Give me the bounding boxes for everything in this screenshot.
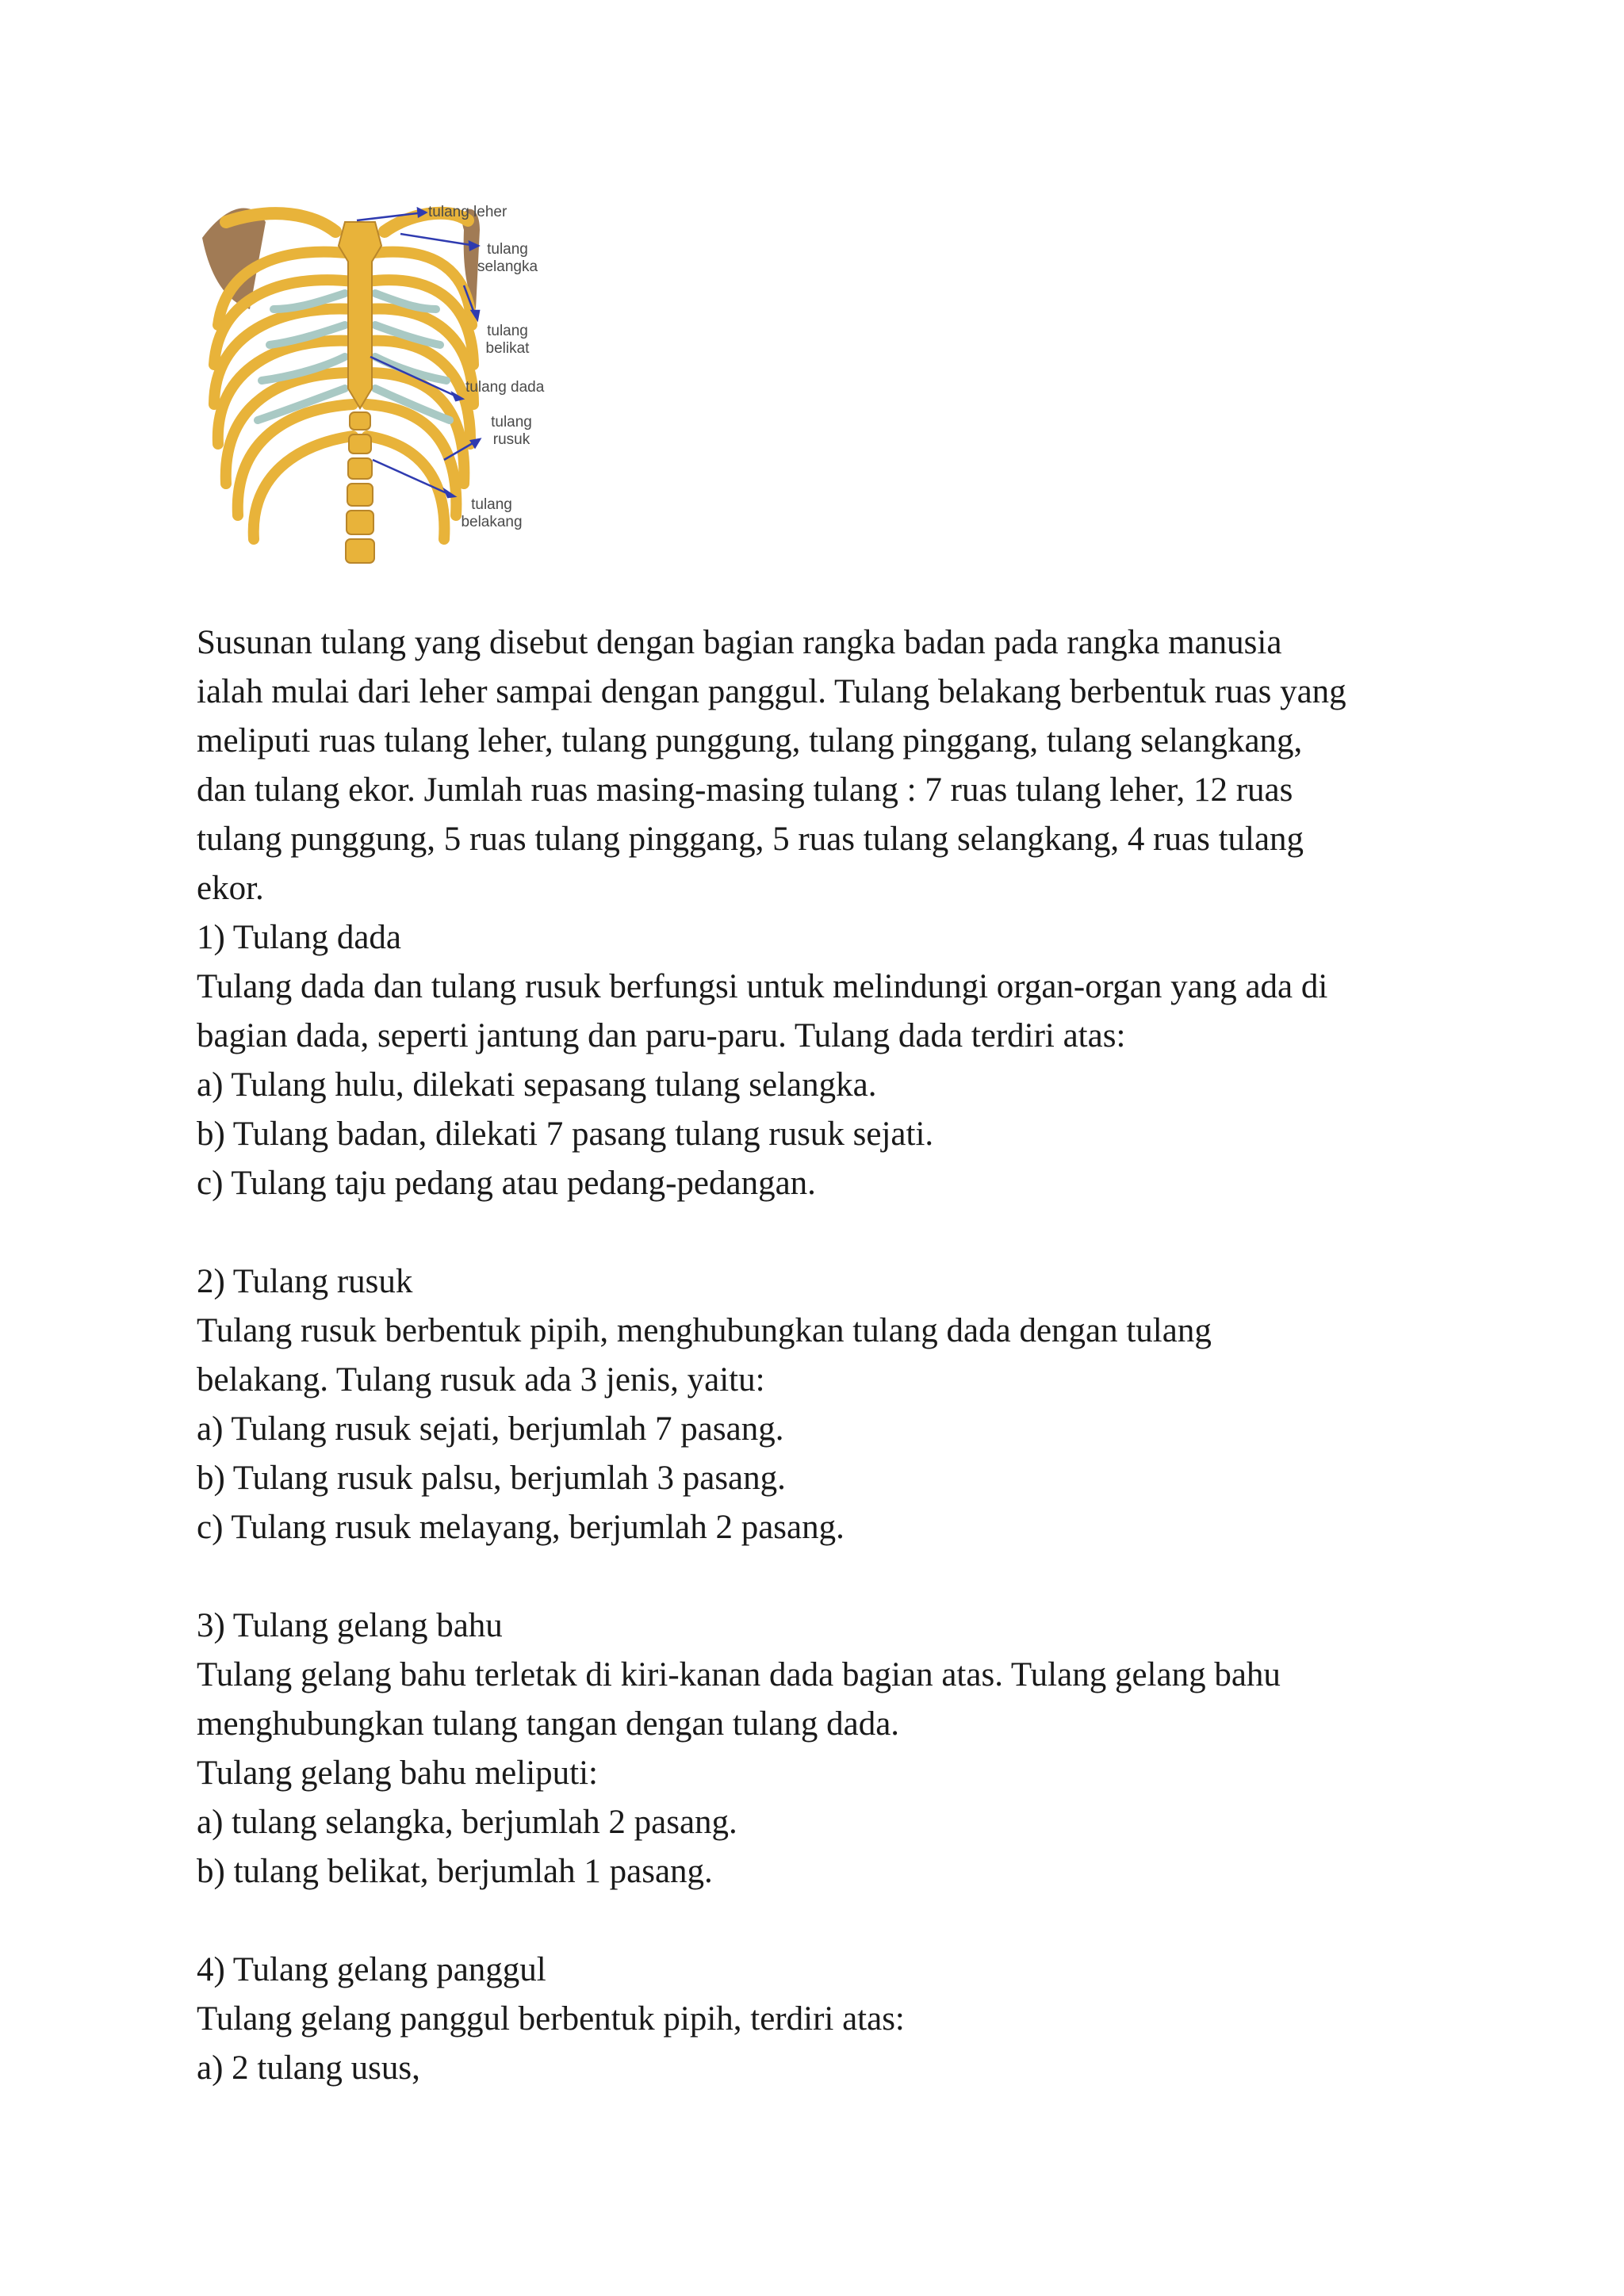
- text-line: 2) Tulang rusuk: [197, 1263, 413, 1300]
- blank-line: [197, 1208, 1513, 1257]
- text-line: 1) Tulang dada: [197, 919, 401, 956]
- text-line: bagian dada, seperti jantung dan paru-paru. Tulang dada terdiri atas:: [197, 1017, 1126, 1054]
- text-line: 3) Tulang gelang bahu: [197, 1607, 503, 1644]
- body-text: [197, 618, 1513, 2093]
- text-line: c) Tulang rusuk melayang, berjumlah 2 pasang.: [197, 1509, 845, 1546]
- text-line: c) Tulang taju pedang atau pedang-pedangan.: [197, 1165, 816, 1202]
- text-line: Tulang dada dan tulang rusuk berfungsi untuk melindungi organ-organ yang ada di: [197, 968, 1328, 1005]
- text-line: a) tulang selangka, berjumlah 2 pasang.: [197, 1804, 737, 1841]
- text-line: Tulang gelang panggul berbentuk pipih, terdiri atas:: [197, 2000, 905, 2038]
- sternum: [339, 222, 381, 408]
- blank-line: [197, 1552, 1513, 1601]
- label-shoulder-blade-2: belikat: [485, 340, 530, 357]
- text-line: b) Tulang badan, dilekati 7 pasang tulang rusuk sejati.: [197, 1115, 934, 1153]
- label-neck: tulang leher: [428, 204, 508, 220]
- label-rib-2: rusuk: [492, 431, 530, 448]
- blank-line: [197, 1896, 1513, 1946]
- text-line: ekor.: [197, 870, 264, 907]
- text-line: b) tulang belikat, berjumlah 1 pasang.: [197, 1853, 713, 1890]
- text-line: a) Tulang rusuk sejati, berjumlah 7 pasang.: [197, 1410, 784, 1448]
- label-collarbone-1: tulang: [487, 241, 528, 258]
- label-shoulder-blade-1: tulang: [487, 323, 528, 339]
- rib-cage-figure: [194, 190, 607, 571]
- text-line: 4) Tulang gelang panggul: [197, 1951, 546, 1988]
- label-collarbone-2: selangka: [477, 258, 538, 275]
- text-line: menghubungkan tulang tangan dengan tulang dada.: [197, 1705, 900, 1743]
- text-line: a) Tulang hulu, dilekati sepasang tulang selangka.: [197, 1066, 877, 1104]
- label-rib-1: tulang: [491, 414, 532, 430]
- text-line: tulang punggung, 5 ruas tulang pinggang, 5 ruas tulang selangkang, 4 ruas tulang: [197, 821, 1304, 858]
- label-spine-1: tulang: [471, 496, 512, 513]
- text-line: dan tulang ekor. Jumlah ruas masing-masing tulang : 7 ruas tulang leher, 12 ruas: [197, 771, 1293, 809]
- text-line: belakang. Tulang rusuk ada 3 jenis, yaitu:: [197, 1361, 765, 1399]
- text-line: Tulang gelang bahu terletak di kiri-kanan dada bagian atas. Tulang gelang bahu: [197, 1656, 1281, 1693]
- text-line: Susunan tulang yang disebut dengan bagian rangka badan pada rangka manusia: [197, 624, 1282, 661]
- label-sternum: tulang dada: [465, 379, 545, 396]
- rib-cage-illustration: [194, 190, 607, 571]
- text-line: Tulang gelang bahu meliputi:: [197, 1755, 599, 1792]
- text-line: Tulang rusuk berbentuk pipih, menghubungkan tulang dada dengan tulang: [197, 1312, 1212, 1349]
- text-line: ialah mulai dari leher sampai dengan panggul. Tulang belakang berbentuk ruas yang: [197, 673, 1346, 710]
- text-line: b) Tulang rusuk palsu, berjumlah 3 pasang.: [197, 1460, 786, 1497]
- text-line: meliputi ruas tulang leher, tulang punggung, tulang pinggang, tulang selangkang,: [197, 722, 1303, 760]
- text-line: a) 2 tulang usus,: [197, 2049, 420, 2087]
- label-spine-2: belakang: [461, 514, 523, 530]
